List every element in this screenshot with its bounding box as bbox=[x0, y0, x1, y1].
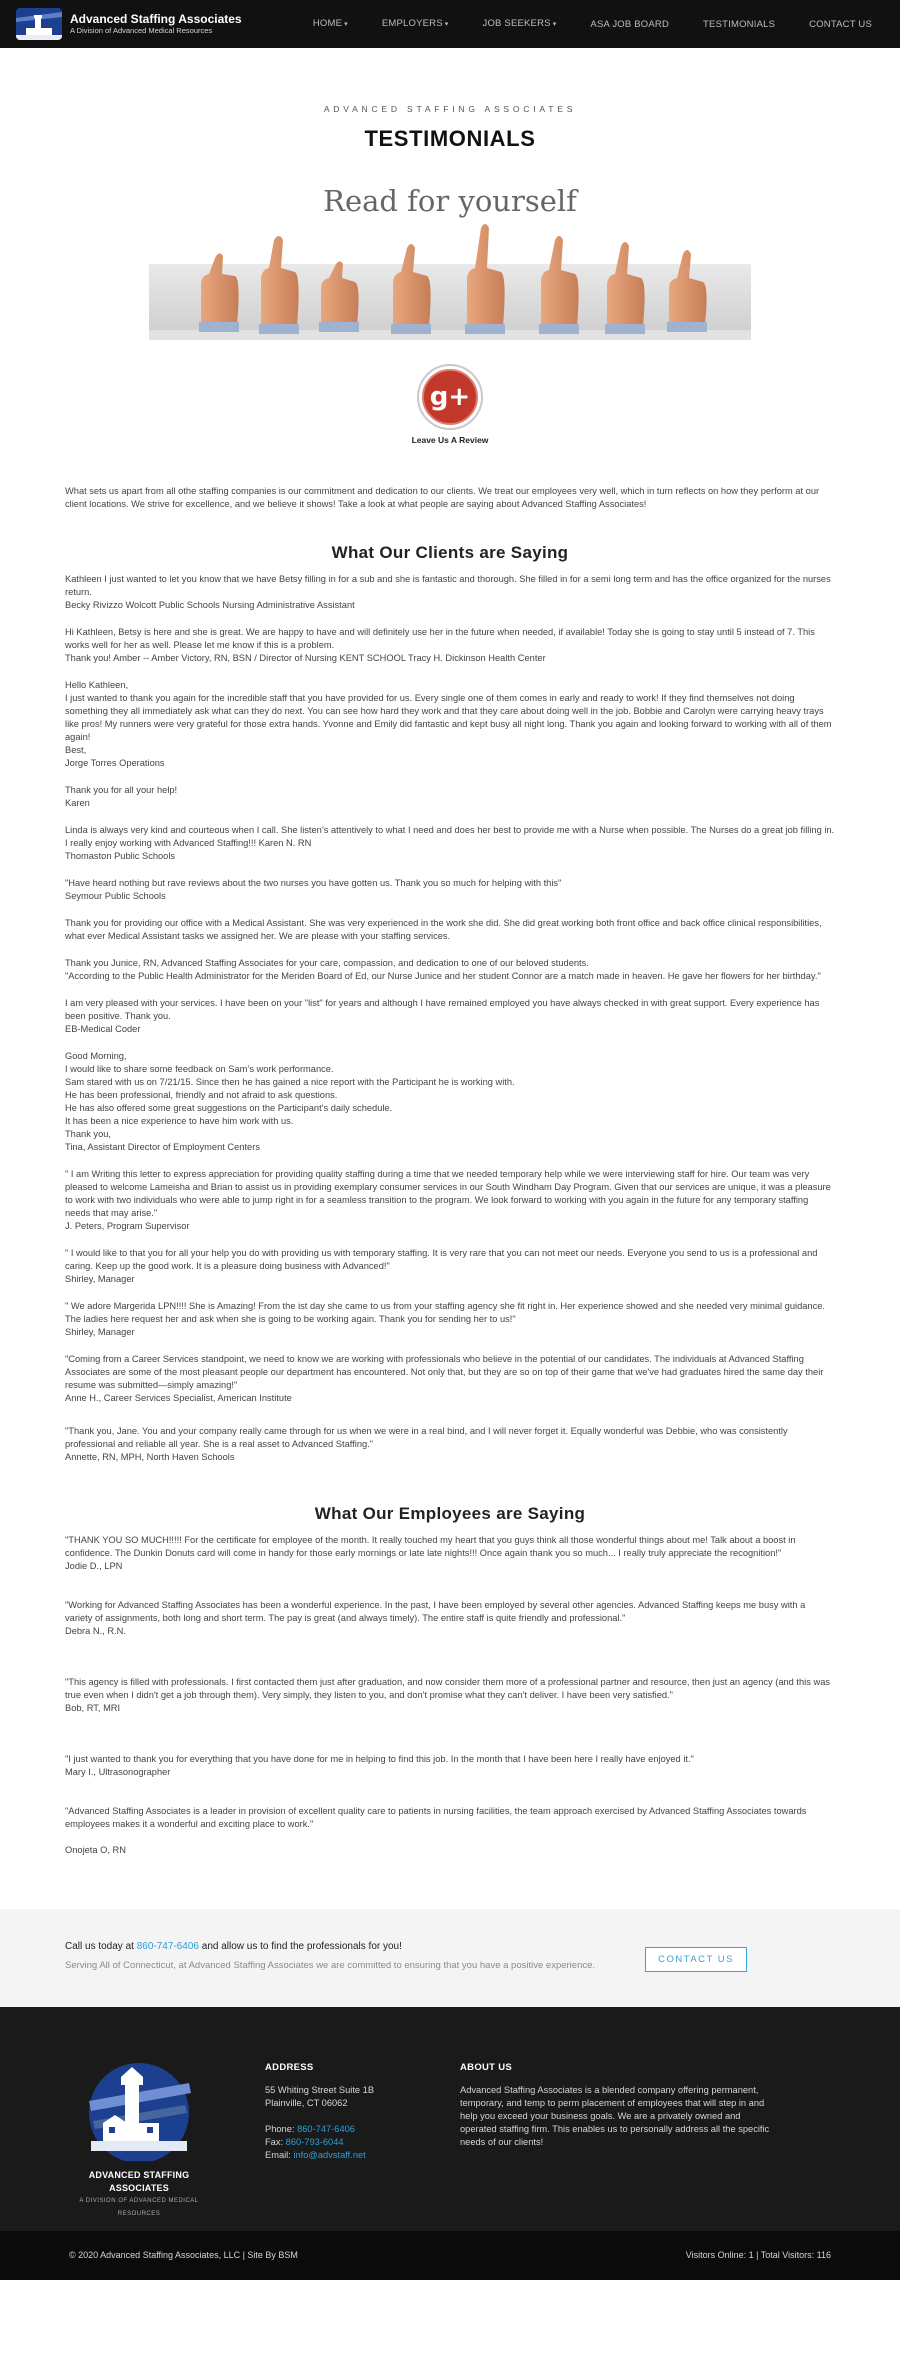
brand-logo-link[interactable] bbox=[16, 8, 242, 40]
about-text: Advanced Staffing Associates is a blended company offering permanent, temporary, and temp to perm placement of employees that will step in and help you exceed your business goals. We are a privately owned and operated staffing firm. This enables us to personally address all the specific needs of our clients! bbox=[460, 2085, 770, 2147]
testimonial-item bbox=[65, 1425, 835, 1464]
testimonial-text: "Coming from a Career Services standpoint, we need to know we are working with professionals who believe in the potential of our candidates. The individuals at Advanced Staffing Associates are some of the most pleasant people our department has encountered. Not only that, but they are so on top of their game that we've had graduates hired the same day their resume was submitted—simply amazing!" Anne H., Career Services Specialist, American Institute bbox=[65, 1354, 824, 1403]
testimonial-text: "Advanced Staffing Associates is a leader in provision of excellent quality care to patients in nursing facilities, the team approach exercised by Advanced Staffing Associates towards employees makes it a wonderful and exciting place to work." Onojeta O, RN bbox=[65, 1806, 807, 1855]
testimonial-item bbox=[65, 679, 835, 770]
contact-us-button[interactable]: CONTACT US bbox=[645, 1947, 747, 1972]
testimonial-text: Linda is always very kind and courteous when I call. She listen’s attentively to what I need and does her best to provide me with a Nurse when possible. The Nurses do a great job filling in. I really enjoy working with Advanced Staffing!!! Karen N. RN Thomaston Public Schools bbox=[65, 825, 835, 861]
nav-job-board-label: ASA JOB BOARD bbox=[590, 18, 670, 30]
footer-logo bbox=[69, 2061, 209, 2221]
testimonial-item bbox=[65, 997, 835, 1036]
brand-subtitle: A Division of Advanced Medical Resources bbox=[70, 26, 213, 35]
cta-subtext: Serving All of Connecticut, at Advanced Staffing Associates we are committed to ensuring that you have a positive experience. bbox=[65, 1960, 596, 1971]
testimonial-text: Thank you for all your help! Karen bbox=[65, 785, 178, 808]
address-heading: ADDRESS bbox=[265, 2062, 314, 2073]
hero-title: Read for yourself bbox=[323, 184, 577, 218]
footer bbox=[0, 2007, 900, 2231]
testimonial-text: I am very pleased with your services. I have been on your "list" for years and although I have remained employed you have always checked in with great support. Every experience has been positive. Thank you. EB-Medical Coder bbox=[65, 998, 820, 1034]
footer-address bbox=[265, 2061, 435, 2162]
footer-fax bbox=[265, 2136, 435, 2149]
footer-about bbox=[460, 2061, 770, 2149]
nav-home[interactable] bbox=[313, 17, 348, 31]
footer-logo-title: ADVANCED STAFFING ASSOCIATES bbox=[88, 2170, 190, 2193]
cta-suffix: and allow us to find the professionals for you! bbox=[199, 1941, 402, 1952]
page-eyebrow: ADVANCED STAFFING ASSOCIATES bbox=[323, 104, 577, 114]
address-line-2: Plainville, CT 06062 bbox=[265, 2098, 348, 2108]
google-plus-icon[interactable] bbox=[417, 364, 483, 430]
nav-contact-label: CONTACT US bbox=[809, 18, 872, 30]
testimonial-text: " We adore Margerida LPN!!!! She is Amazing! From the ist day she came to us from your staffing agency she fit right in. Her experience showed and she needed very minimal guidance. The ladies here request her and ask when she is going to be working again. Thank you for sending her to us!" Shirley, Manager bbox=[65, 1301, 826, 1337]
about-heading: ABOUT US bbox=[460, 2062, 513, 2073]
nav-testimonials[interactable] bbox=[703, 18, 775, 31]
hero-banner bbox=[149, 184, 751, 344]
employees-heading: What Our Employees are Saying bbox=[314, 1504, 586, 1523]
lighthouse-logo-icon bbox=[16, 8, 62, 40]
testimonial-text: Kathleen I just wanted to let you know that we have Betsy filling in for a sub and she is fantastic and thorough. She filled in for a semi long term and has the office organized for the nurses return. Becky Rivizzo Wolcott Public Schools Nursing Administrative Assistant bbox=[65, 574, 831, 610]
email-label: Email: bbox=[265, 2150, 294, 2160]
testimonial-item bbox=[65, 957, 835, 983]
footer-logo-subtitle: A DIVISION OF ADVANCED MEDICAL RESOURCES bbox=[79, 2198, 199, 2217]
testimonial-item bbox=[65, 1599, 835, 1638]
nav-home-label: HOME bbox=[312, 18, 343, 29]
fax-link[interactable]: 860-793-6044 bbox=[285, 2137, 344, 2147]
testimonial-item bbox=[65, 784, 835, 810]
nav-testimonials-label: TESTIMONIALS bbox=[703, 18, 776, 30]
leave-review-link[interactable]: Leave Us A Review bbox=[411, 435, 489, 445]
testimonial-text: "Working for Advanced Staffing Associates has been a wonderful experience. In the past, I have been employed by several other agencies. Advanced Staffing keeps me busy with a variety of assignments, both long and short term. The pay is great (and always timely). The entire staff is quite friendly and professional." Debra N., R.N. bbox=[65, 1600, 806, 1636]
nav-job-seekers-label: JOB SEEKERS bbox=[482, 18, 551, 29]
call-to-action bbox=[0, 1909, 900, 2007]
testimonial-item bbox=[65, 824, 835, 863]
copyright: © 2020 Advanced Staffing Associates, LLC | Site By BSM bbox=[69, 2250, 298, 2260]
intro-text: What sets us apart from all othe staffing companies is our commitment and dedication to our clients. We treat our employees very well, which in turn reflects on how they perform at our client locations. We strive for excellence, and we believe it shows! Take a look at what people are saying about Advanced Staffing Associates! bbox=[65, 486, 820, 509]
nav-job-seekers[interactable] bbox=[483, 17, 557, 31]
nav-employers-label: EMPLOYERS bbox=[381, 18, 443, 29]
nav-job-board[interactable] bbox=[590, 18, 669, 31]
main-nav bbox=[279, 0, 872, 48]
testimonial-item bbox=[65, 1050, 835, 1154]
testimonial-item bbox=[65, 1168, 835, 1233]
footer-email bbox=[265, 2149, 435, 2162]
testimonial-text: " I would like to that you for all your help you do with providing us with temporary staffing. It is very rare that you can not meet our needs. Everyone you send to us is a professional and caring. Keep up the good work. It is a pleasure doing business with Advanced!" Shirley, Manager bbox=[65, 1248, 818, 1284]
page-title: TESTIMONIALS bbox=[364, 126, 536, 151]
cta-prefix: Call us today at bbox=[65, 1941, 137, 1952]
testimonial-item bbox=[65, 1534, 835, 1573]
review-widget[interactable] bbox=[0, 364, 900, 447]
brand-title: Advanced Staffing Associates bbox=[70, 12, 242, 26]
testimonial-text: "Have heard nothing but rave reviews about the two nurses you have gotten us. Thank you so much for helping with this" Seymour Public Schools bbox=[65, 878, 562, 901]
nav-employers[interactable] bbox=[382, 17, 449, 31]
testimonial-text: " I am Writing this letter to express appreciation for providing quality staffing during a time that we needed temporary help while we were interviewing staff for hire. Our team was very pleased to welcome Lameisha and Brian to assist us in providing exemplary consumer services in our South Windham Day Program. Given that our services are unique, it was a pleasure to work with two individuals who were able to jump right in for a seamless transition to the program. We look forward to working with you again in the future for any temporary staffing needs that may arise." J. Peters, Program Supervisor bbox=[65, 1169, 831, 1231]
cta-phone-link[interactable]: 860-747-6406 bbox=[136, 1941, 199, 1952]
client-testimonials bbox=[65, 573, 835, 1464]
testimonial-text: Thank you for providing our office with a Medical Assistant. She was very experienced in the work she did. She did great working both front office and back office clinical responsibilities, what ever Medical Assistant tasks we assigned her. We are please with your staffing services. bbox=[65, 918, 822, 941]
address-line-1: 55 Whiting Street Suite 1B bbox=[265, 2085, 375, 2095]
visitor-counter: Visitors Online: 1 | Total Visitors: 116 bbox=[685, 2250, 831, 2260]
top-navbar bbox=[0, 0, 900, 48]
testimonial-item bbox=[65, 1353, 835, 1405]
lighthouse-logo-icon bbox=[69, 2061, 209, 2161]
phone-link[interactable]: 860-747-6406 bbox=[297, 2124, 355, 2134]
phone-label: Phone: bbox=[265, 2124, 298, 2134]
testimonial-item bbox=[65, 626, 835, 665]
employee-testimonials bbox=[65, 1534, 835, 1857]
testimonial-item bbox=[65, 1805, 835, 1857]
testimonial-item bbox=[65, 1676, 835, 1715]
clients-heading: What Our Clients are Saying bbox=[331, 543, 569, 562]
testimonial-item bbox=[65, 1247, 835, 1286]
testimonial-text: Thank you Junice, RN, Advanced Staffing Associates for your care, compassion, and dedication to one of our beloved students. "According to the Public Health Administrator for the Meriden Board of Ed, our Nurse Junice and her student Connor are a match made in heaven. He gave her flowers for her birthday." bbox=[65, 958, 821, 981]
testimonial-text: Good Morning, I would like to share some feedback on Sam’s work performance. Sam stared with us on 7/21/15. Since then he has gained a nice report with the Participant he is working with. He has been professional, friendly and not afraid to ask questions. He has also offered some great suggestions on the Participant's daily schedule. It has been a nice experience to have him work with us. Thank you, Tina, Assistant Director of Employment Centers bbox=[65, 1051, 515, 1152]
fax-label: Fax: bbox=[265, 2137, 286, 2147]
testimonial-item bbox=[65, 917, 835, 943]
testimonial-text: "I just wanted to thank you for everything that you have done for me in helping to find this job. In the month that I have been here I really have enjoyed it." Mary I., Ultrasonographer bbox=[65, 1754, 694, 1777]
testimonial-text: "Thank you, Jane. You and your company really came through for us when we were in a real bind, and I will never forget it. Equally wonderful was Debbie, who was consistently professional and reliable all year. She is a real asset to Advanced Staffing." Annette, RN, MPH, North Haven Schools bbox=[65, 1426, 788, 1462]
email-link[interactable]: info@advstaff.net bbox=[293, 2150, 366, 2160]
chevron-down-icon: ▾ bbox=[344, 21, 348, 28]
thumbs-up-image bbox=[149, 184, 751, 344]
testimonial-item bbox=[65, 877, 835, 903]
chevron-down-icon: ▾ bbox=[552, 21, 557, 28]
testimonial-text: "This agency is filled with professionals. I first contacted them just after graduation, and now consider them more of a professional partner and resource, then just an agency (and this was true even when I didn't get a job through them). Very simply, they listen to you, and don't promise what they can't deliver. I have been very satisfied." Bob, RT, MRI bbox=[65, 1677, 831, 1713]
footer-phone bbox=[265, 2123, 435, 2136]
testimonial-text: "THANK YOU SO MUCH!!!!! For the certificate for employee of the month. It really touched my heart that you guys think all those wonderful things about me! Talk about a boost in confidence. The Dunkin Donuts card will come in handy for those early mornings or late late nights!!! Once again thank you so much... I really truly appreciate the recognition!" Jodie D., LPN bbox=[65, 1535, 796, 1571]
nav-contact-us[interactable] bbox=[809, 18, 872, 31]
testimonial-item bbox=[65, 1300, 835, 1339]
testimonial-text: Hi Kathleen, Betsy is here and she is great. We are happy to have and will definitely use her in the future when needed, if available! Today she is going to stay until 5 instead of 7. This works well for her as well. Please let me know if this is a problem. Thank you! Amber -- Amber Victory, RN, BSN / Director of Nursing KENT SCHOOL Tracy H. Dickinson Health Center bbox=[65, 627, 815, 663]
google-plus-badge: g+ bbox=[422, 369, 478, 425]
bottom-bar bbox=[0, 2231, 900, 2280]
testimonial-item bbox=[65, 573, 835, 612]
testimonial-text: Hello Kathleen, I just wanted to thank you again for the incredible staff that you have provided for us. Every single one of them comes in early and ready to work! If they find themselves not doing something they all immediately ask what can they do next. You can see how hard they work and that they care about doing well in the job. Bobbie and Carolyn were carrying heavy trays like pros! My runners were very grateful for those extra hands. Yvonne and Emily did fantastic and kept busy all night long. Thank you again and looking forward to working with all of them again! Best, Jorge Torres Operations bbox=[65, 680, 832, 768]
chevron-down-icon: ▾ bbox=[444, 21, 449, 28]
testimonial-item bbox=[65, 1753, 835, 1779]
